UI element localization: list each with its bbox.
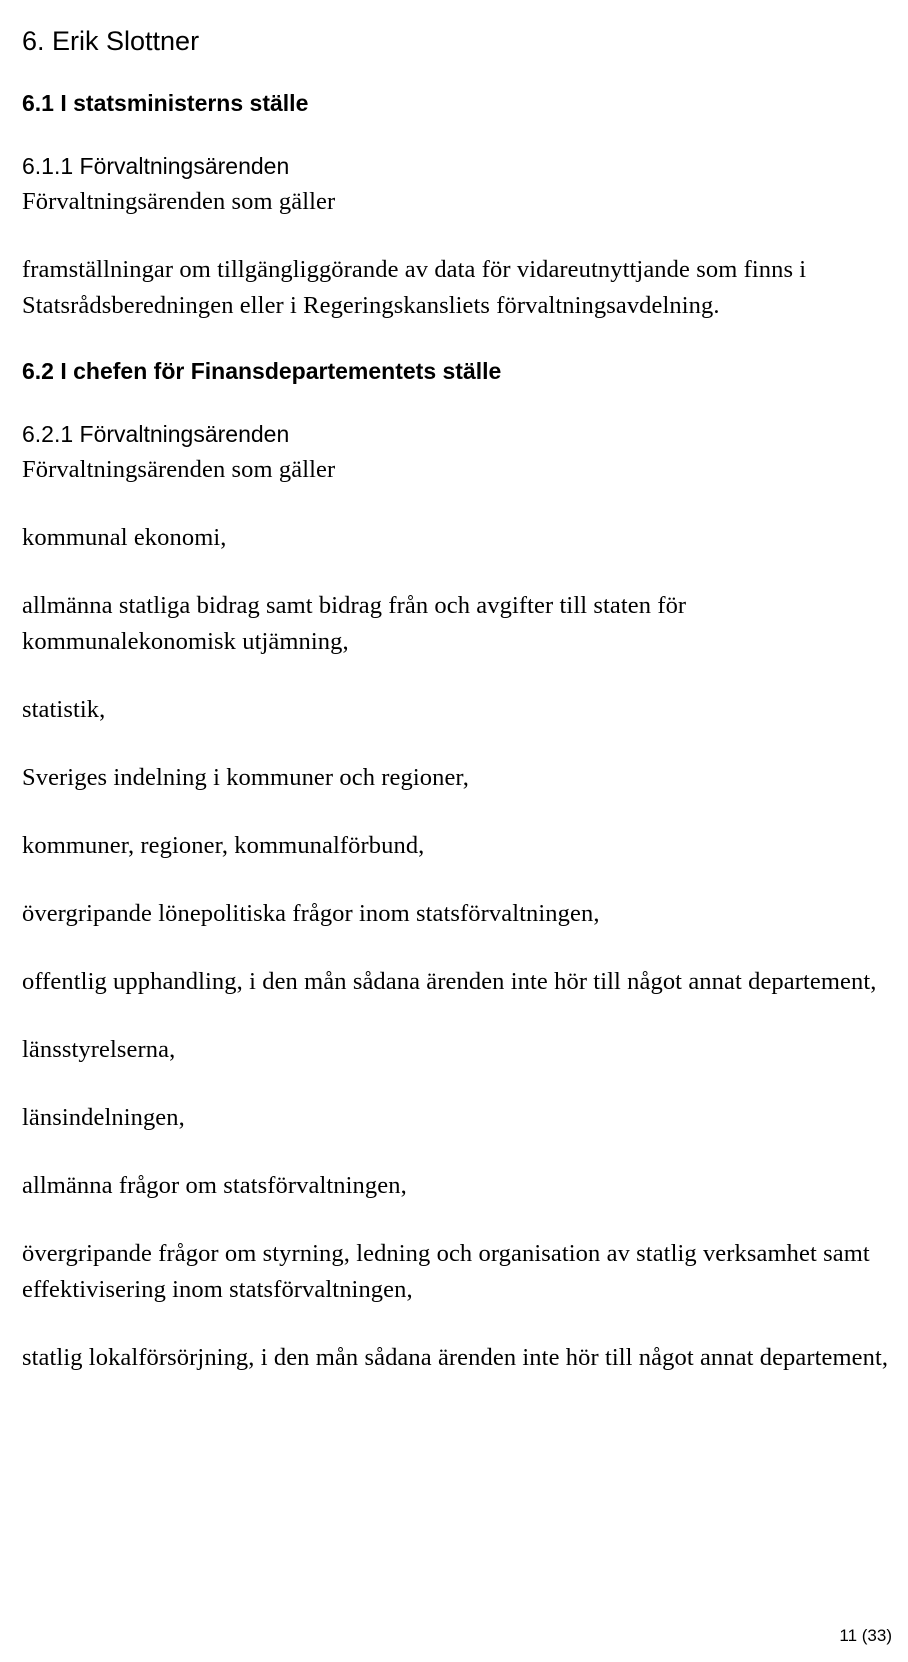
list-item: övergripande frågor om styrning, ledning och organisation av statlig verksamhet samt effektivisering inom statsförvaltningen, — [22, 1240, 870, 1303]
list-item: allmänna frågor om statsförvaltningen, — [22, 1172, 407, 1199]
section-intro-6-2: Förvaltningsärenden som gäller — [22, 456, 336, 483]
document-page — [22, 24, 892, 1408]
list-item: offentlig upphandling, i den mån sådana ärenden inte hör till något annat departement, — [22, 968, 877, 995]
chapter-title: 6. Erik Slottner — [22, 26, 200, 56]
item-list-6-1 — [22, 252, 892, 324]
list-item: statistik, — [22, 696, 106, 723]
subsection-heading-6-1-1: 6.1.1 Förvaltningsärenden — [22, 153, 290, 179]
section-heading-6-2: 6.2 I chefen för Finansdepartementets ställe — [22, 358, 502, 384]
page-number: 11 (33) — [839, 1626, 892, 1645]
list-item: övergripande lönepolitiska frågor inom statsförvaltningen, — [22, 900, 600, 927]
section-intro-6-1: Förvaltningsärenden som gäller — [22, 188, 336, 215]
list-item: kommuner, regioner, kommunalförbund, — [22, 832, 425, 859]
list-item: statlig lokalförsörjning, i den mån sådana ärenden inte hör till något annat departement, — [22, 1344, 889, 1371]
list-item: länsstyrelserna, — [22, 1036, 176, 1063]
list-item: framställningar om tillgängliggörande av data för vidareutnyttjande som finns i Statsrådsberedningen eller i Regeringskansliets förvaltningsavdelning. — [22, 256, 807, 319]
subsection-heading-6-2-1: 6.2.1 Förvaltningsärenden — [22, 421, 290, 447]
list-item: Sveriges indelning i kommuner och regioner, — [22, 764, 469, 791]
list-item: allmänna statliga bidrag samt bidrag från och avgifter till staten för kommunalekonomisk utjämning, — [22, 592, 687, 655]
item-list-6-2 — [22, 520, 892, 1376]
section-heading-6-1: 6.1 I statsministerns ställe — [22, 90, 309, 116]
list-item: länsindelningen, — [22, 1104, 185, 1131]
list-item: kommunal ekonomi, — [22, 524, 227, 551]
